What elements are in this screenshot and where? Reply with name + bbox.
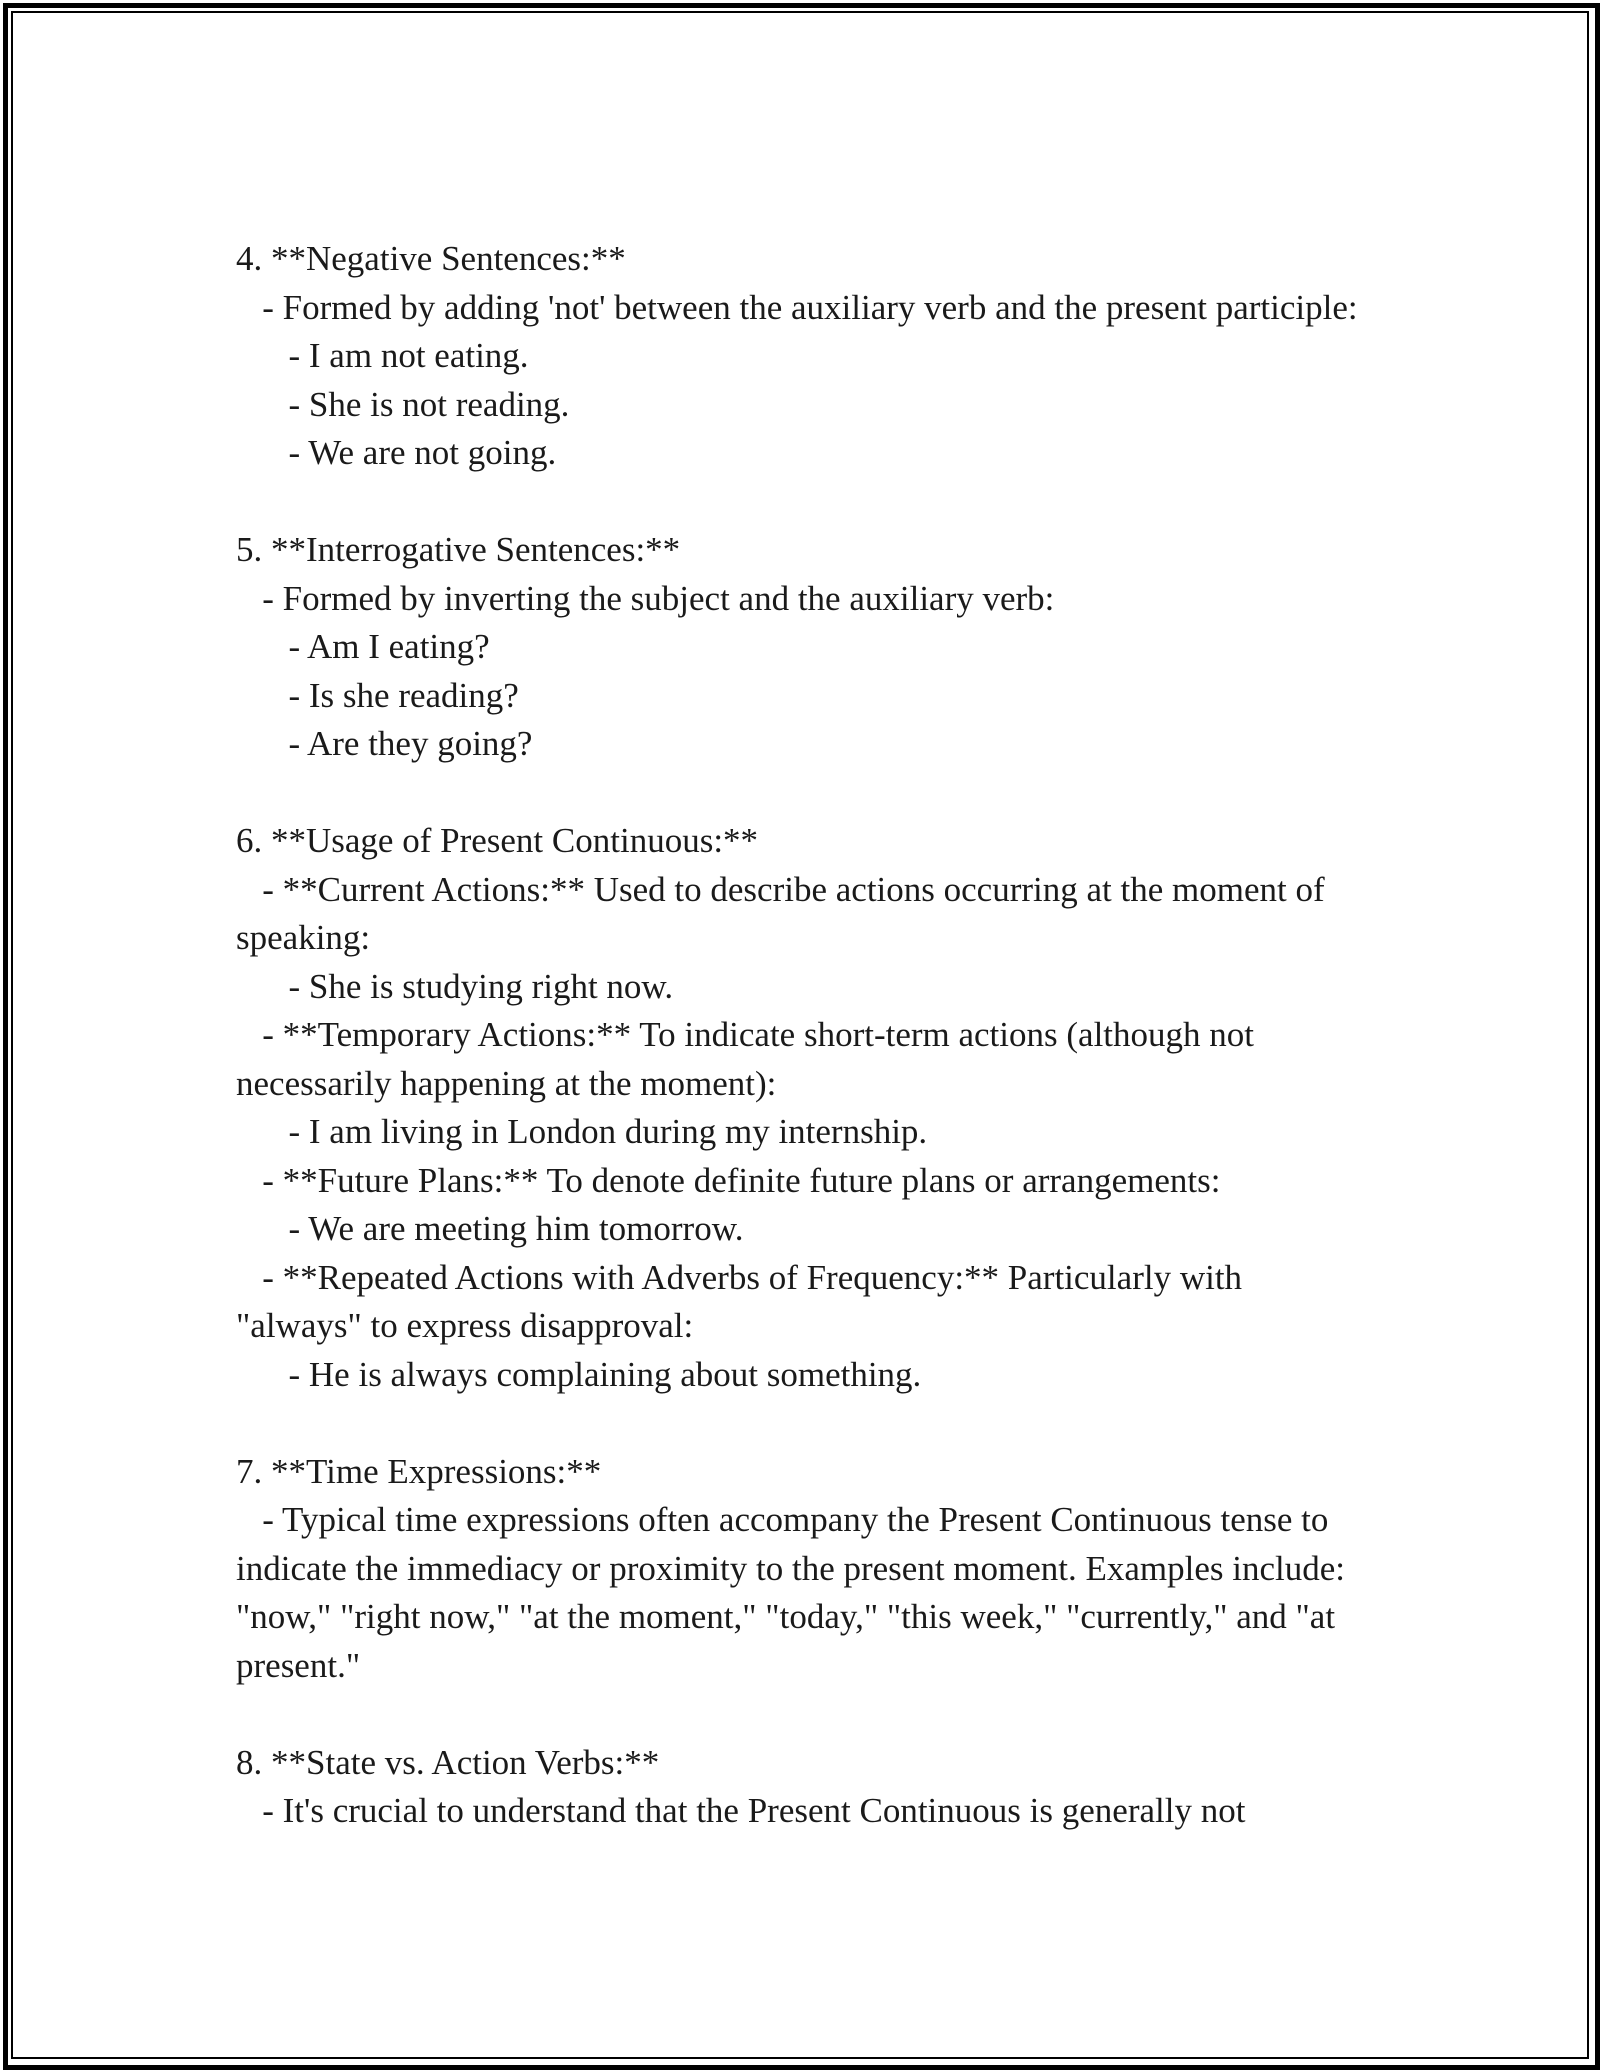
usage-item: - **Future Plans:** To denote definite future plans or arrangements: [236,1160,1221,1200]
paragraph-spacer [236,1690,1366,1739]
section-time-expressions [236,1448,1366,1691]
section-rule: - It's crucial to understand that the Present Continuous is generally not [236,1791,1246,1830]
example-line: - We are not going. [236,433,557,472]
example-line: - Am I eating? [236,627,490,666]
section-rule: - Typical time expressions often accompany the Present Continuous tense to indicate the immediacy or proximity to the present moment. Examples include: "now," "right now," "at the moment," "today," "this week," "currently," and "at present." [236,1500,1354,1685]
section-heading: 8. **State vs. Action Verbs:** [236,1742,660,1782]
example-line: - He is always complaining about something. [236,1354,922,1394]
section-state-vs-action-verbs [236,1739,1366,1836]
section-negative-sentences [236,235,1366,478]
example-line: - We are meeting him tomorrow. [236,1209,744,1248]
example-line: - I am not eating. [236,336,529,375]
paragraph-spacer [236,478,1366,527]
example-line: - She is not reading. [236,384,570,424]
section-heading: 4. **Negative Sentences:** [236,239,626,278]
usage-item: - **Temporary Actions:** To indicate short-term actions (although not necessarily happening at the moment): [236,1015,1263,1103]
paragraph-spacer [236,1399,1366,1448]
paragraph-spacer [236,769,1366,818]
example-line: - I am living in London during my internship. [236,1112,928,1151]
usage-item: - **Current Actions:** Used to describe actions occurring at the moment of speaking: [236,869,1334,957]
document-body [236,235,1366,1836]
section-interrogative-sentences [236,526,1366,769]
section-usage-present-continuous [236,817,1366,1399]
example-line: - Is she reading? [236,675,519,715]
usage-item: - **Repeated Actions with Adverbs of Frequency:** Particularly with "always" to express disapproval: [236,1257,1251,1345]
section-heading: 5. **Interrogative Sentences:** [236,530,681,569]
section-rule: - Formed by adding 'not' between the auxiliary verb and the present participle: [236,287,1358,327]
section-rule: - Formed by inverting the subject and the auxiliary verb: [236,578,1055,618]
example-line: - Are they going? [236,724,533,763]
section-heading: 6. **Usage of Present Continuous:** [236,821,759,860]
example-line: - She is studying right now. [236,966,674,1006]
section-heading: 7. **Time Expressions:** [236,1451,602,1491]
